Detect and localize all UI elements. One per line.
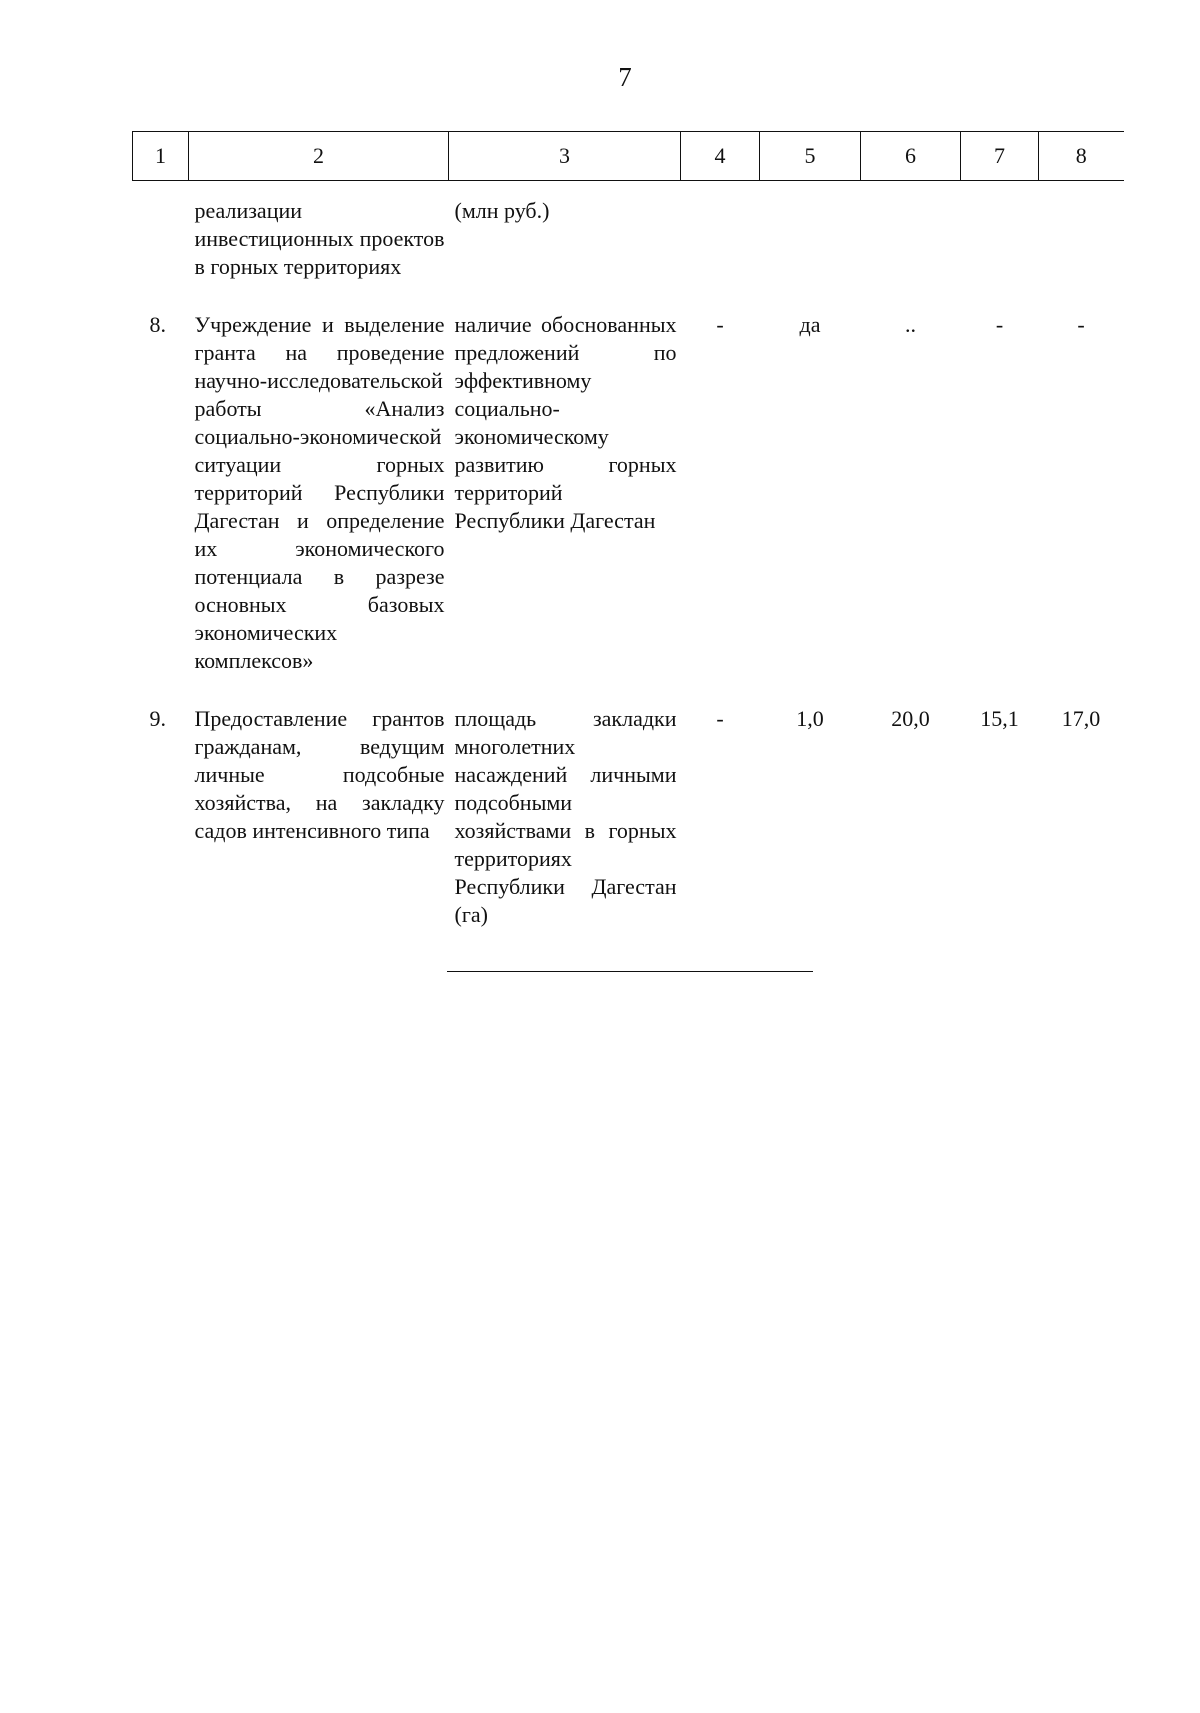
row-number: 9. [149,706,166,731]
measure-name: Учреждение и выделение гранта на проведение научно-исследовательской работы «Анализ социально-экономической ситуации горных территорий Республики Дагестан и определение их экономического потенциала в разрезе основных базовых экономических комплексов» [194,312,445,673]
column-header: 3 [449,132,681,181]
column-header: 5 [760,132,861,181]
value-col-8: 17,0 [1061,706,1101,731]
value-col-6: 20,0 [891,706,930,731]
indicator-name: площадь закладки многолетних насаждений личными подсобными хозяйствами в горных территориях Республики Дагестан (га) [454,706,677,927]
page-number: 7 [618,62,632,92]
table-row [133,311,1124,705]
measure-name: Предоставление грантов гражданам, ведущим личные подсобные хозяйства, на закладку садов интенсивного типа [194,706,445,843]
value-col-8: - [1077,312,1085,337]
table-header [133,132,1124,181]
value-col-4: - [716,312,724,337]
table-row-continuation [133,181,1124,312]
row-number [133,181,189,312]
value-col-5: 1,0 [796,706,824,731]
column-header: 2 [189,132,449,181]
value-col-7: - [995,312,1004,337]
column-header: 8 [1039,132,1124,181]
measure-name: реализации инвестиционных проектов в горных территориях [194,198,445,279]
row-number: 8. [149,312,166,337]
value-col-4: - [716,706,724,731]
column-header: 6 [861,132,961,181]
value-col-6: .. [905,312,916,337]
column-header: 7 [961,132,1039,181]
table-row [133,705,1124,929]
column-header: 4 [681,132,760,181]
value-col-7: 15,1 [980,706,1019,731]
indicators-table [132,131,1124,929]
value-col-5: да [799,312,821,337]
indicator-name: (млн руб.) [454,198,550,223]
indicator-name: наличие обоснованных предложений по эффективному социально-экономическому развитию горных территорий Республики Дагестан [454,312,677,533]
end-of-table-rule [447,971,813,972]
column-header: 1 [133,132,189,181]
